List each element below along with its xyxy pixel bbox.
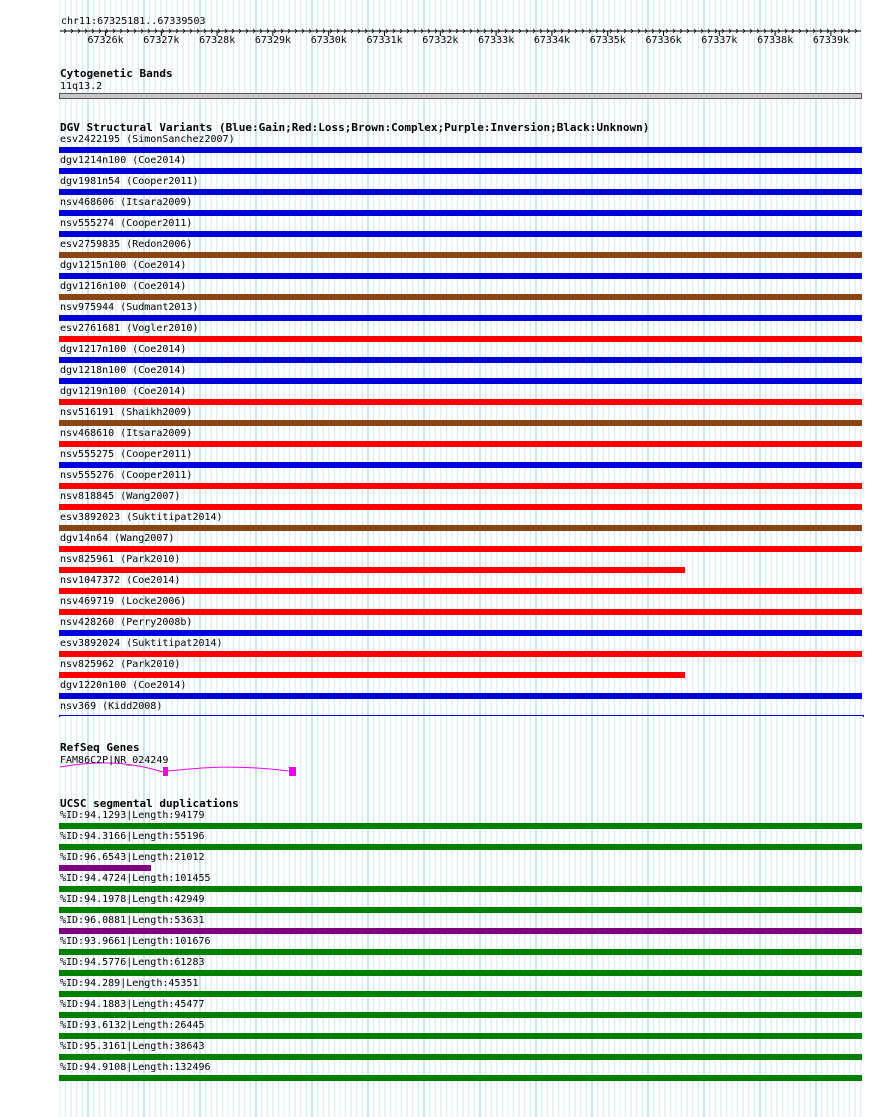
segdup-bar[interactable] bbox=[59, 907, 862, 913]
segdup-label[interactable]: %ID:94.289|Length:45351 bbox=[60, 978, 199, 989]
ruler-tick-label: 67328k bbox=[199, 35, 236, 46]
segdup-bar[interactable] bbox=[59, 844, 862, 850]
ruler-tick-label: 67330k bbox=[310, 35, 347, 46]
dgv-variant-label[interactable]: nsv516191 (Shaikh2009) bbox=[60, 407, 193, 418]
dgv-variant-label[interactable]: nsv975944 (Sudmant2013) bbox=[60, 302, 199, 313]
dgv-variant-label[interactable]: dgv1214n100 (Coe2014) bbox=[60, 155, 187, 166]
dgv-variant-label[interactable]: nsv468606 (Itsara2009) bbox=[60, 197, 193, 208]
segdup-bar[interactable] bbox=[59, 1033, 862, 1039]
dgv-variant-label[interactable]: nsv555274 (Cooper2011) bbox=[60, 218, 193, 229]
dgv-track-title: DGV Structural Variants (Blue:Gain;Red:Loss;Brown:Complex;Purple:Inversion;Black:Unknown) bbox=[60, 121, 650, 134]
dgv-variant-label[interactable]: dgv14n64 (Wang2007) bbox=[60, 533, 175, 544]
segdup-label[interactable]: %ID:96.0881|Length:53631 bbox=[60, 915, 205, 926]
dgv-variant-label[interactable]: nsv1047372 (Coe2014) bbox=[60, 575, 181, 586]
refseq-track-title: RefSeq Genes bbox=[60, 741, 140, 754]
dgv-variant-label[interactable]: esv2761681 (Vogler2010) bbox=[60, 323, 199, 334]
segdup-bar[interactable] bbox=[59, 949, 862, 955]
dgv-variant-label[interactable]: nsv369 (Kidd2008) bbox=[60, 701, 163, 712]
dgv-variant-label[interactable]: nsv469719 (Locke2006) bbox=[60, 596, 187, 607]
segdup-bar[interactable] bbox=[59, 970, 862, 976]
segdup-label[interactable]: %ID:94.3166|Length:55196 bbox=[60, 831, 205, 842]
segdup-label[interactable]: %ID:94.1978|Length:42949 bbox=[60, 894, 205, 905]
ruler-position: chr11:67325181..67339503 bbox=[61, 16, 206, 27]
segdup-label[interactable]: %ID:94.9108|Length:132496 bbox=[60, 1062, 211, 1073]
ruler-tick-label: 67333k bbox=[478, 35, 515, 46]
dgv-variant-label[interactable]: esv3892024 (Suktitipat2014) bbox=[60, 638, 223, 649]
dgv-variant-label[interactable]: dgv1216n100 (Coe2014) bbox=[60, 281, 187, 292]
segdup-label[interactable]: %ID:95.3161|Length:38643 bbox=[60, 1041, 205, 1052]
segdup-label[interactable]: %ID:93.6132|Length:26445 bbox=[60, 1020, 205, 1031]
ruler-tick-label: 67336k bbox=[645, 35, 682, 46]
segdup-label[interactable]: %ID:96.6543|Length:21012 bbox=[60, 852, 205, 863]
ruler-tick-label: 67339k bbox=[812, 35, 850, 46]
segdup-label[interactable]: %ID:94.5776|Length:61283 bbox=[60, 957, 205, 968]
dgv-variant-label[interactable]: dgv1219n100 (Coe2014) bbox=[60, 386, 187, 397]
cytoband-track-title: Cytogenetic Bands bbox=[60, 67, 173, 80]
ruler-tick-label: 67334k bbox=[533, 35, 571, 46]
ruler-tick-label: 67326k bbox=[87, 35, 124, 46]
dgv-variant-label[interactable]: nsv428260 (Perry2008b) bbox=[60, 617, 193, 628]
cytoband-label: 11q13.2 bbox=[60, 81, 103, 92]
dgv-variant-label[interactable]: esv2422195 (SimonSanchez2007) bbox=[60, 134, 235, 145]
dgv-variant-label[interactable]: nsv555276 (Cooper2011) bbox=[60, 470, 193, 481]
dgv-variant-label[interactable]: nsv818845 (Wang2007) bbox=[60, 491, 181, 502]
dgv-variant-label[interactable]: dgv1220n100 (Coe2014) bbox=[60, 680, 187, 691]
segdup-bar[interactable] bbox=[59, 928, 862, 934]
ruler-tick-label: 67329k bbox=[254, 35, 292, 46]
dgv-variant-label[interactable]: nsv555275 (Cooper2011) bbox=[60, 449, 193, 460]
segdup-bar[interactable] bbox=[59, 886, 862, 892]
ruler-tick-label: 67331k bbox=[366, 35, 403, 46]
dgv-variant-label[interactable]: nsv825961 (Park2010) bbox=[60, 554, 181, 565]
segdup-bar[interactable] bbox=[59, 1075, 862, 1081]
dgv-variant-label[interactable]: dgv1218n100 (Coe2014) bbox=[60, 365, 187, 376]
segdup-label[interactable]: %ID:94.4724|Length:101455 bbox=[60, 873, 211, 884]
ruler-tick-label: 67338k bbox=[757, 35, 794, 46]
segdup-label[interactable]: %ID:93.9661|Length:101676 bbox=[60, 936, 211, 947]
segdups-track-title: UCSC segmental duplications bbox=[60, 797, 239, 810]
ruler-tick-label: 67337k bbox=[701, 35, 738, 46]
ruler-tick-label: 67332k bbox=[422, 35, 459, 46]
dgv-variant-label[interactable]: esv2759835 (Redon2006) bbox=[60, 239, 193, 250]
ruler-tick-label: 67327k bbox=[143, 35, 180, 46]
dgv-variant-label[interactable]: dgv1981n54 (Cooper2011) bbox=[60, 176, 199, 187]
dgv-variant-label[interactable]: nsv825962 (Park2010) bbox=[60, 659, 181, 670]
dgv-variant-label[interactable]: dgv1217n100 (Coe2014) bbox=[60, 344, 187, 355]
segdup-label[interactable]: %ID:94.1883|Length:45477 bbox=[60, 999, 205, 1010]
segdup-bar[interactable] bbox=[59, 991, 862, 997]
segdup-bar[interactable] bbox=[59, 823, 862, 829]
ruler-tick-label: 67335k bbox=[589, 35, 626, 46]
dgv-variant-label[interactable]: nsv468610 (Itsara2009) bbox=[60, 428, 193, 439]
dgv-variant-label[interactable]: esv3892023 (Suktitipat2014) bbox=[60, 512, 223, 523]
segdup-bar[interactable] bbox=[59, 1012, 862, 1018]
segdup-bar[interactable] bbox=[59, 1054, 862, 1060]
segdup-bar[interactable] bbox=[59, 865, 151, 871]
dgv-variant-label[interactable]: dgv1215n100 (Coe2014) bbox=[60, 260, 187, 271]
segdup-label[interactable]: %ID:94.1293|Length:94179 bbox=[60, 810, 205, 821]
refseq-gene-label[interactable]: FAM86C2P|NR_024249 bbox=[60, 755, 169, 766]
